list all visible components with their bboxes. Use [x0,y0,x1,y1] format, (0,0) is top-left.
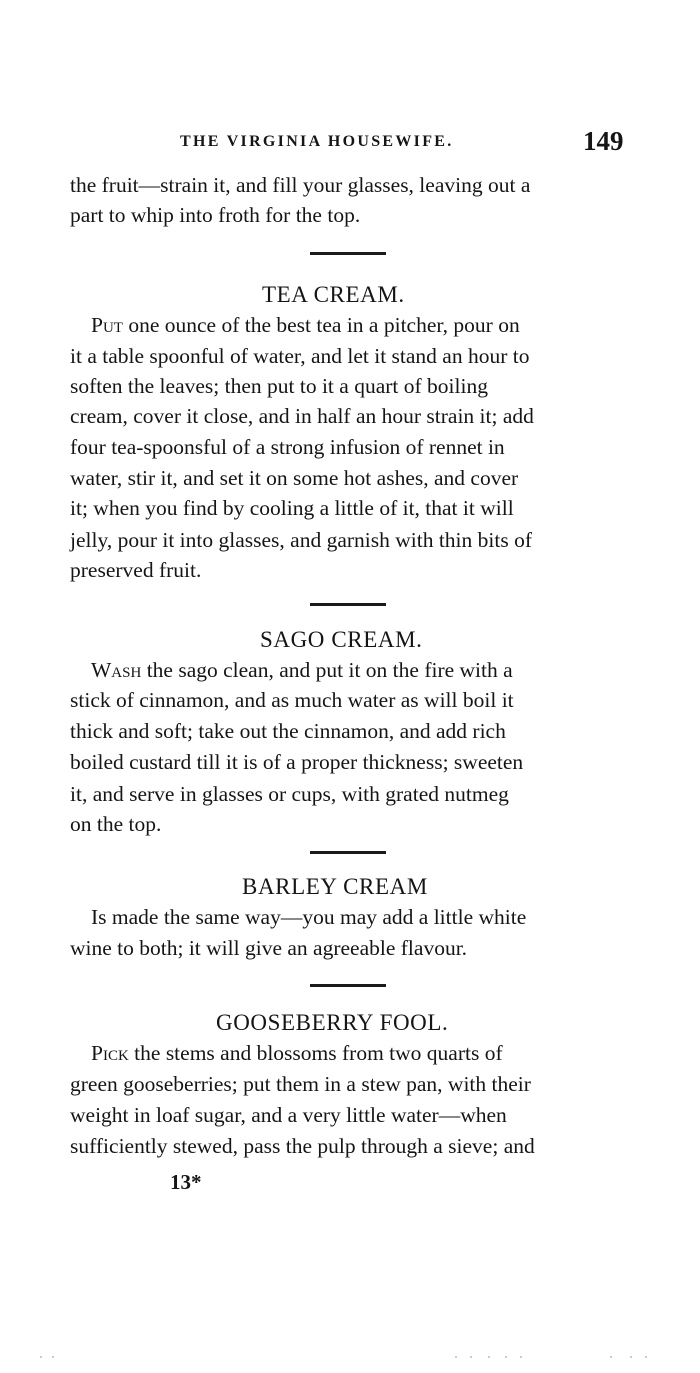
recipe-title: TEA CREAM. [262,282,405,307]
text-line: green gooseberries; put them in a stew pan, with their [70,1072,531,1096]
section-divider [310,252,386,255]
text-line: soften the leaves; then put to it a quart of boiling [70,374,488,398]
running-head: THE VIRGINIA HOUSEWIFE. [180,133,454,150]
text-line: cream, cover it close, and in half an hour strain it; add [70,404,534,428]
first-word: Pick [91,1041,129,1065]
text-line: Pick the stems and blossoms from two quarts of [91,1041,503,1065]
text-line: it a table spoonful of water, and let it stand an hour to [70,344,530,368]
text-line: thick and soft; take out the cinnamon, and add rich [70,719,506,743]
text-line: sufficiently stewed, pass the pulp through a sieve; and [70,1134,535,1158]
text-line: wine to both; it will give an agreeable flavour. [70,936,468,960]
signature-mark: 13* [170,1170,202,1194]
text-line: water, stir it, and set it on some hot ashes, and cover [70,466,519,490]
text-line: Wash the sago clean, and put it on the fire with a [91,658,513,682]
text-line: part to whip into froth for the top. [70,203,361,227]
text-line: weight in loaf sugar, and a very little water—when [70,1103,507,1127]
section-divider [310,984,386,987]
paper-specks [0,1350,700,1370]
section-divider [310,851,386,854]
text-line: it, and serve in glasses or cups, with grated nutmeg [70,782,509,806]
text-line: preserved fruit. [70,558,202,582]
section-divider [310,603,386,606]
text-line: stick of cinnamon, and as much water as will boil it [70,688,514,712]
text-line: on the top. [70,812,162,836]
text-line: the fruit—strain it, and fill your glasses, leaving out a [70,173,531,197]
recipe-title: GOOSEBERRY FOOL. [216,1010,449,1035]
text-line: boiled custard till it is of a proper thickness; sweeten [70,750,524,774]
text-line: four tea-spoonsful of a strong infusion of rennet in [70,435,505,459]
page-number: 149 [583,126,624,156]
text-line: it; when you find by cooling a little of it, that it will [70,496,514,520]
first-word: Wash [91,658,142,682]
first-word: Put [91,313,123,337]
recipe-title: SAGO CREAM. [260,627,423,652]
text-line: jelly, pour it into glasses, and garnish with thin bits of [70,528,533,552]
text-line: Is made the same way—you may add a little white [91,905,527,929]
recipe-title: BARLEY CREAM [242,874,428,899]
text-line: Put one ounce of the best tea in a pitcher, pour on [91,313,520,337]
